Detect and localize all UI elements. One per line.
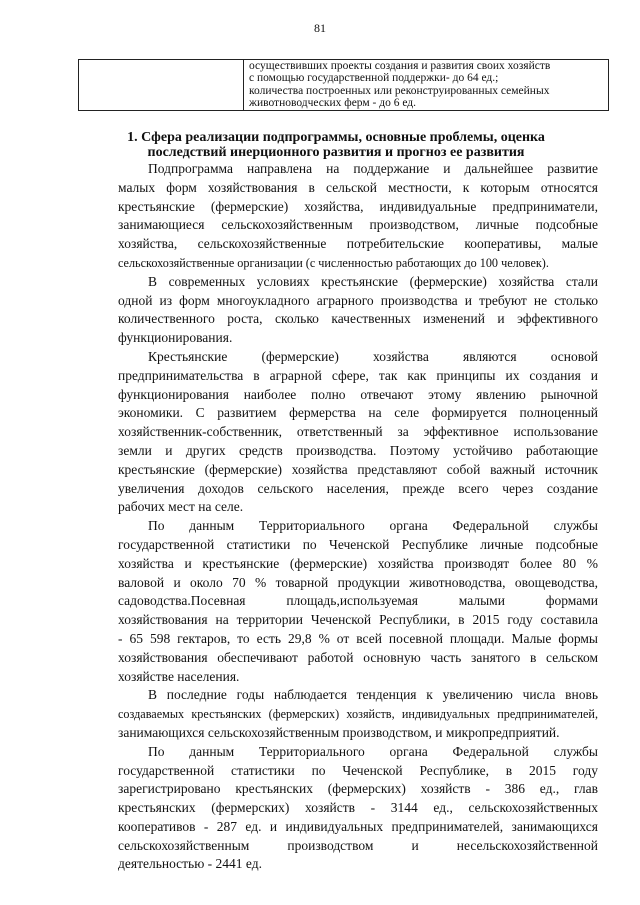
heading-line: 1. Сфера реализации подпрограммы, основные проблемы, оценка [127, 130, 545, 145]
text-line: занимающиеся сельскохозяйственным производством, личные подсобные [118, 217, 598, 233]
text-line: государственной статистики по Чеченской Республике личные подсобные [118, 536, 598, 552]
body-text [118, 160, 598, 874]
text-line: рабочих мест на селе. [118, 499, 244, 515]
goals-table [78, 59, 609, 111]
text-line: функционирования. [118, 330, 233, 346]
text-line: хозяйстве населения. [118, 668, 240, 684]
text-line: - 65 598 гектаров, то есть 29,8 % от всей посевной площади. Малые формы [118, 630, 598, 646]
text-line: крестьянские (фермерские) хозяйства, индивидуальные предприниматели, [118, 198, 598, 214]
heading-line: последствий инерционного развития и прогноз ее развития [147, 145, 525, 160]
text-line: экономики. С развитием фермерства на селе формируется полноценный [118, 405, 598, 421]
text-line: Крестьянские (фермерские) хозяйства являются основой [148, 348, 598, 364]
text-line: государственной статистики по Чеченской Республике, в 2015 году [118, 762, 598, 778]
table-empty-cell [79, 60, 244, 111]
text-line: хозяйства, сельскохозяйственные потребительские кооперативы, малые [118, 236, 598, 252]
text-line: увеличения доходов сельского населения, прежде всего через создание [118, 480, 598, 496]
text-line: В современных условиях крестьянские (фермерские) хозяйства стали [148, 273, 598, 289]
text-line: одной из форм многоукладного аграрного производства и требуют не столько [118, 292, 598, 308]
text-line: хозяйствования на территории Чеченской Республики, в 2015 году составила [118, 612, 598, 628]
text-line: земли и других средств производства. Поэтому устойчиво работающие [118, 442, 598, 458]
text-line: сельскохозяйственные организации (с численностью работающих до 100 человек). [118, 255, 549, 270]
page-number: 81 [314, 21, 326, 35]
text-line: зарегистрировано крестьянских (фермерских) хозяйств - 386 ед., глав [118, 781, 598, 797]
paragraph-1 [118, 160, 598, 273]
paragraph-5 [118, 686, 598, 742]
text-line: валовой и около 70 % товарной продукции животноводства, овощеводства, [118, 574, 598, 590]
text-line: крестьянских (фермерских) хозяйств - 3144 ед., сельскохозяйственных [118, 800, 598, 816]
text-line: занимающихся сельскохозяйственным производством, и микропредприятий. [118, 724, 560, 740]
text-line: количественного роста, сколько качественных изменений и эффективного [118, 311, 598, 327]
table-line: с помощью государственной поддержки- до 64 ед.; [249, 72, 499, 85]
section-heading [96, 130, 576, 160]
table-text-cell [244, 60, 609, 111]
table-line: количества построенных или реконструированных семейных [249, 84, 550, 97]
table-line: осуществивших проекты создания и развития своих хозяйств [249, 60, 551, 72]
text-line: хозяйственник-собственник, ответственный за эффективное использование [118, 424, 598, 440]
text-line: хозяйства и крестьянские (фермерские) хозяйства производят более 80 % [118, 555, 598, 571]
text-line: Подпрограмма направлена на поддержание и дальнейшее развитие [148, 161, 598, 176]
text-line: В последние годы наблюдается тенденция к увеличению числа вновь [148, 687, 598, 703]
text-line: предпринимательства в аграрной сфере, так как принципы их создания и [118, 367, 598, 383]
text-line: хозяйствования обеспечивают работой основную часть занятого в сельском [118, 649, 598, 665]
paragraph-3 [118, 348, 598, 517]
text-line: сельскохозяйственным производством и несельскохозяйственной [118, 837, 598, 853]
paragraph-4 [118, 517, 598, 686]
text-line: кооперативов - 287 ед. и индивидуальных предпринимателей, занимающихся [118, 818, 598, 834]
paragraph-6 [118, 743, 598, 875]
text-line: функционирования наиболее полно отвечают этому явлению рыночной [118, 386, 598, 402]
text-line: деятельностью - 2441 ед. [118, 856, 262, 872]
table-line: животноводческих ферм - до 6 ед. [249, 96, 417, 109]
text-line: По данным Территориального органа Федеральной службы [148, 518, 598, 534]
text-line: малых форм хозяйствования в сельской местности, к которым относятся [118, 179, 598, 195]
text-line: крестьянские (фермерские) хозяйства представляют собой важный источник [118, 461, 598, 477]
text-line: создаваемых крестьянских (фермерских) хозяйств, индивидуальных предпринимателей, [118, 707, 598, 722]
text-line: садоводства.Посевная площадь,используемая малыми формами [118, 593, 598, 609]
paragraph-2 [118, 273, 598, 348]
text-line: По данным Территориального органа Федеральной службы [148, 743, 598, 759]
